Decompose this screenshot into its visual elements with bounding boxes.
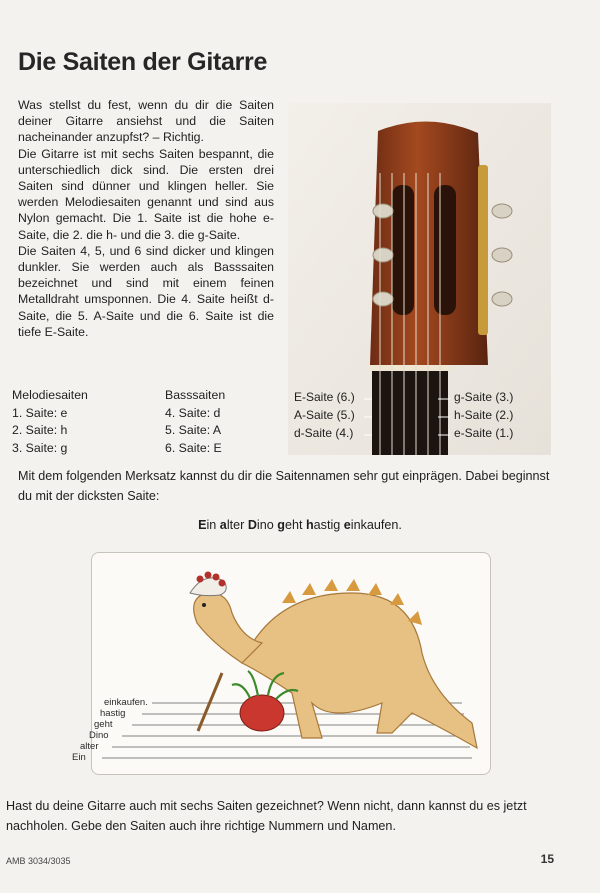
mnemonic-rest: in <box>206 518 217 532</box>
string-entry: 4. Saite: d <box>165 405 221 420</box>
mnemonic-rest: eht <box>284 518 303 532</box>
page-title: Die Saiten der Gitarre <box>18 48 268 76</box>
mnemonic-initial: e <box>343 518 351 532</box>
string-label: h-Saite (2.) <box>454 408 514 422</box>
page-number: 15 <box>540 852 554 866</box>
column-heading: Melodiesaiten <box>12 388 88 402</box>
mnemonic-step-word: einkaufen. <box>104 697 148 708</box>
mnemonic-rest: astig <box>313 518 341 532</box>
mnemonic-sentence <box>0 518 600 532</box>
dino-illustration <box>72 552 491 775</box>
intro-paragraph: Die Gitarre ist mit sechs Saiten bespannt, die unterschiedlich dick sind. Die ersten drei Saiten sind dünner und klingen heller. Sie werden Melodiesaiten genannt und sind aus Nylon gemacht. Die 1. Saite ist die hohe e-Saite, die 2. die h- und die 3. die g-Saite. <box>18 146 274 242</box>
guitar-headstock-photo <box>288 103 551 455</box>
string-label: d-Saite (4.) <box>294 426 354 440</box>
string-label: E-Saite (6.) <box>294 390 355 404</box>
mnemonic-initial: a <box>219 518 227 532</box>
mnemonic-step-word: geht <box>94 719 113 730</box>
string-entry: 3. Saite: g <box>12 440 68 455</box>
string-label: A-Saite (5.) <box>294 408 355 422</box>
mnemonic-step-word: alter <box>80 741 99 752</box>
mnemonic-intro: Mit dem folgenden Merksatz kannst du dir die Saitennamen sehr gut einprägen. Dabei beginnst du mit der dicksten Saite: <box>18 469 550 503</box>
intro-text <box>18 97 274 340</box>
bass-strings-column <box>165 387 225 457</box>
string-entry: 1. Saite: e <box>12 405 68 420</box>
mnemonic-rest: ino <box>256 518 274 532</box>
footer-catalog-number: AMB 3034/3035 <box>6 856 71 866</box>
outro-text: Hast du deine Gitarre auch mit sechs Saiten gezeichnet? Wenn nicht, dann kannst du es jetzt nachholen. Gebe den Saiten auch ihre richtige Nummern und Namen. <box>6 799 527 833</box>
mnemonic-initial: h <box>305 518 314 532</box>
melody-strings-column <box>12 387 88 457</box>
intro-paragraph: Was stellst du fest, wenn du dir die Saiten deiner Gitarre ansiehst und die Saiten nacheinander anzupfst? – Richtig. <box>18 98 274 145</box>
string-label: e-Saite (1.) <box>454 426 514 440</box>
column-heading: Basssaiten <box>165 388 226 402</box>
string-label: g-Saite (3.) <box>454 390 514 404</box>
mnemonic-rest: lter <box>226 518 245 532</box>
mnemonic-initial: E <box>198 518 207 532</box>
mnemonic-initial: D <box>247 518 257 532</box>
string-entry: 6. Saite: E <box>165 440 222 455</box>
mnemonic-step-word: Ein <box>72 752 86 763</box>
string-entry: 2. Saite: h <box>12 423 68 437</box>
string-entry: 5. Saite: A <box>165 423 222 437</box>
mnemonic-step-word: Dino <box>89 730 109 741</box>
mnemonic-rest: inkaufen. <box>350 518 402 532</box>
mnemonic-initial: g <box>277 518 285 532</box>
mnemonic-step-word: hastig <box>100 708 126 719</box>
intro-paragraph: Die Saiten 4, 5, und 6 sind dicker und klingen dunkler. Sie werden auch als Basssaiten bezeichnet und sind mit einem feinen Metalldraht umsponnen. Die 4. Saite heißt d-Saite, die 5. A-Saite und die 6. Saite ist die tiefe E-Saite. <box>18 243 274 339</box>
